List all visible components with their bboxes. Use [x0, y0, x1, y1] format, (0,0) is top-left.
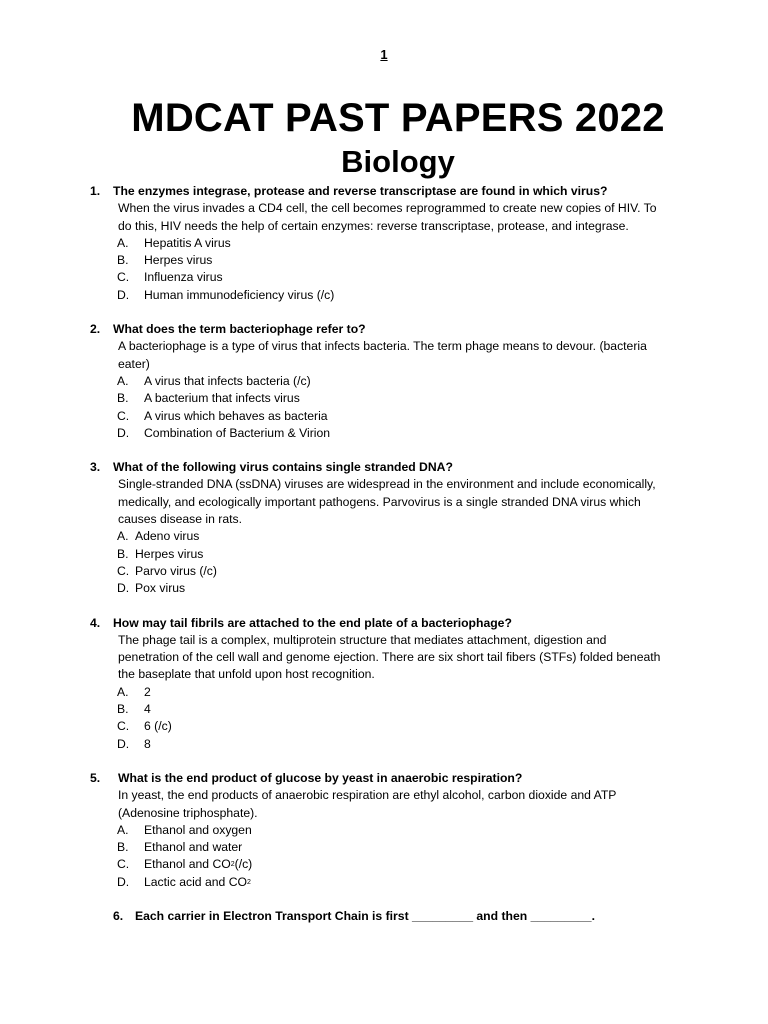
question-text: What does the term bacteriophage refer to?: [113, 322, 366, 337]
option-b: [90, 839, 690, 856]
option-letter: A.: [117, 529, 129, 544]
option-letter: D.: [117, 287, 130, 302]
option-letter: D.: [117, 425, 130, 440]
option-text: Herpes virus: [144, 253, 213, 268]
option-text: A bacterium that infects virus: [144, 391, 300, 406]
page-number: 1: [380, 47, 388, 62]
option-d: [90, 287, 690, 304]
option-letter: C.: [117, 408, 130, 423]
question-number: 3.: [90, 460, 101, 475]
option-a: [90, 528, 690, 545]
option-c: [90, 856, 690, 873]
option-letter: A.: [117, 373, 129, 388]
option-letter: B.: [117, 253, 129, 268]
option-text: Ethanol and water: [144, 840, 243, 855]
question-heading: [90, 770, 690, 787]
option-c: [90, 563, 690, 580]
option-suffix: (/c): [234, 857, 253, 872]
option-letter: C.: [117, 719, 130, 734]
question-heading: [90, 908, 690, 925]
question-heading: [90, 615, 690, 632]
question-number: 4.: [90, 615, 101, 630]
question-explanation: In yeast, the end products of anaerobic respiration are ethyl alcohol, carbon dioxide and ATP (Adenosine triphosphate).: [118, 788, 617, 820]
option-d: [90, 580, 690, 597]
option-letter: D.: [117, 581, 130, 596]
option-letter: C.: [117, 563, 130, 578]
page-title: MDCAT PAST PAPERS 2022: [131, 96, 665, 140]
option-text: A virus that infects bacteria (/c): [144, 373, 311, 388]
subscript: 2: [246, 878, 251, 886]
option-letter: A.: [117, 235, 129, 250]
option-letter: D.: [117, 874, 130, 889]
option-text: Adeno virus: [135, 529, 200, 544]
question-number: 2.: [90, 322, 101, 337]
option-b: [90, 252, 690, 269]
question-explanation: When the virus invades a CD4 cell, the cell becomes reprogrammed to create new copies of HIV. To do this, HIV needs the help of certain enzymes: reverse transcriptase, protease, and integrase.: [118, 201, 657, 233]
option-c: [90, 269, 690, 286]
option-b: [90, 701, 690, 718]
option-text: A virus which behaves as bacteria: [144, 408, 328, 423]
option-d: [90, 736, 690, 753]
question-heading: [90, 183, 690, 200]
question-explanation: A bacteriophage is a type of virus that infects bacteria. The term phage means to devour. (bacteria eater): [118, 339, 647, 371]
question-explanation: The phage tail is a complex, multiprotein structure that mediates attachment, digestion and penetration of the cell wall and genome ejection. There are six short tail fibers (STFs) folded beneath the baseplate that unfold upon host recognition.: [118, 632, 661, 682]
option-text: Influenza virus: [144, 270, 223, 285]
question-1: [90, 183, 690, 304]
option-text: 2: [144, 684, 151, 699]
question-text: What is the end product of glucose by yeast in anaerobic respiration?: [118, 770, 523, 785]
option-b: [90, 390, 690, 407]
question-4: [90, 615, 690, 753]
question-text: The enzymes integrase, protease and reverse transcriptase are found in which virus?: [113, 184, 608, 198]
option-b: [90, 546, 690, 563]
option-text: Human immunodeficiency virus (/c): [144, 287, 335, 302]
subscript: 2: [230, 861, 235, 869]
option-letter: B.: [117, 840, 129, 855]
option-c: [90, 718, 690, 735]
option-c: [90, 408, 690, 425]
option-a: [90, 373, 690, 390]
option-text: Ethanol and oxygen: [144, 822, 252, 837]
option-text: Hepatitis A virus: [144, 235, 231, 250]
option-letter: C.: [117, 857, 130, 872]
option-text: Combination of Bacterium & Virion: [144, 425, 331, 440]
question-heading: [90, 459, 690, 476]
option-d: [90, 874, 690, 891]
option-text: 6 (/c): [144, 719, 172, 734]
question-3: [90, 459, 690, 597]
option-letter: B.: [117, 702, 129, 717]
question-5: [90, 770, 690, 891]
question-explanation: Single-stranded DNA (ssDNA) viruses are widespread in the environment and include economically, medically, and ecologically important pathogens. Parvovirus is a single stranded DNA virus which causes disease in rats.: [118, 477, 656, 527]
option-letter: A.: [117, 822, 129, 837]
question-text: What of the following virus contains single stranded DNA?: [113, 460, 453, 475]
question-list: [90, 183, 690, 942]
option-a: [90, 822, 690, 839]
question-text: Each carrier in Electron Transport Chain is first _________ and then _________.: [135, 908, 595, 923]
option-letter: D.: [117, 736, 130, 751]
question-2: [90, 321, 690, 442]
option-a: [90, 235, 690, 252]
question-6: [90, 908, 690, 925]
question-number: 6.: [113, 908, 124, 923]
page-subtitle: Biology: [341, 144, 455, 179]
option-text: Herpes virus: [135, 546, 204, 561]
option-letter: A.: [117, 684, 129, 699]
option-letter: C.: [117, 270, 130, 285]
question-heading: [90, 321, 690, 338]
question-number: 5.: [90, 770, 101, 785]
option-letter: B.: [117, 546, 129, 561]
option-letter: B.: [117, 391, 129, 406]
question-text: How may tail fibrils are attached to the end plate of a bacteriophage?: [113, 615, 512, 630]
option-text: Ethanol and CO: [144, 857, 231, 872]
option-a: [90, 684, 690, 701]
question-number: 1.: [90, 184, 101, 198]
option-text: 4: [144, 702, 151, 717]
option-text: Parvo virus (/c): [135, 563, 217, 578]
option-text: Lactic acid and CO: [144, 874, 247, 889]
option-text: 8: [144, 736, 151, 751]
option-text: Pox virus: [135, 581, 186, 596]
option-d: [90, 425, 690, 442]
